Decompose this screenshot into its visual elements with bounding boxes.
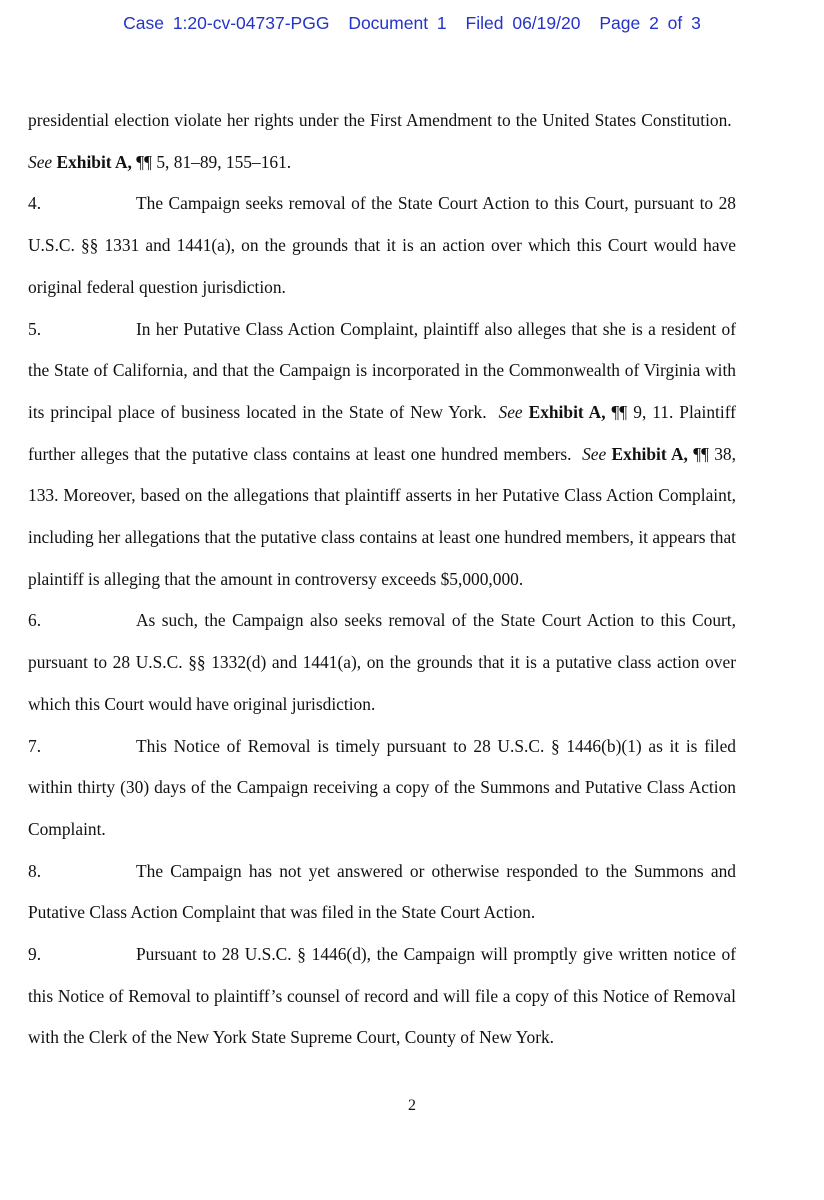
- document-number: Document 1: [348, 13, 447, 33]
- paragraph-8: 8. The Campaign has not yet answered or otherwise responded to the Summons and Putative Class Action Complaint that was filed in the State Court Action.: [28, 851, 736, 934]
- paragraph-continuation: presidential election violate her rights under the First Amendment to the United States Constitution. See Exhibit A, ¶¶ 5, 81–89, 155–161.: [28, 110, 732, 172]
- paragraph-number: 6.: [28, 610, 42, 631]
- page-indicator: Page 2 of 3: [599, 13, 701, 33]
- paragraph-number: 8.: [28, 860, 42, 881]
- case-number: Case 1:20-cv-04737-PGG: [123, 13, 330, 33]
- paragraph-9: 9. Pursuant to 28 U.S.C. § 1446(d), the Campaign will promptly give written notice of this Notice of Removal to plaintiff’s counsel of record and will file a copy of this Notice of Removal with the Clerk of the New York State Supreme Court, County of New York.: [28, 934, 736, 1059]
- paragraph-number: 9.: [28, 944, 42, 965]
- ecf-header: [0, 13, 824, 34]
- paragraph-number: 7.: [28, 735, 42, 756]
- paragraph-6: 6. As such, the Campaign also seeks removal of the State Court Action to this Court, pursuant to 28 U.S.C. §§ 1332(d) and 1441(a), on the grounds that it is a putative class action over which this Court would have original jurisdiction.: [28, 600, 736, 725]
- paragraph-4: 4. The Campaign seeks removal of the State Court Action to this Court, pursuant to 28 U.S.C. §§ 1331 and 1441(a), on the grounds that it is an action over which this Court would have original federal question jurisdiction.: [28, 183, 736, 308]
- paragraph-number: 4.: [28, 193, 42, 214]
- paragraph-5: 5. In her Putative Class Action Complaint, plaintiff also alleges that she is a resident of the State of California, and that the Campaign is incorporated in the Commonwealth of Virginia with its principal place of business located in the State of New York. See Exhibit A, ¶¶ 9, 11. Plaintiff further alleges that the putative class contains at least one hundred members. See Exhibit A, ¶¶ 38, 133. Moreover, based on the allegations that plaintiff asserts in her Putative Class Action Complaint, including her allegations that the putative class contains at least one hundred members, it appears that plaintiff is alleging that the amount in controversy exceeds $5,000,000.: [28, 309, 736, 601]
- filed-date: Filed 06/19/20: [465, 13, 581, 33]
- paragraph-number: 5.: [28, 318, 42, 339]
- document-body: [28, 100, 736, 1059]
- paragraph-7: 7. This Notice of Removal is timely pursuant to 28 U.S.C. § 1446(b)(1) as it is filed within thirty (30) days of the Campaign receiving a copy of the Summons and Putative Class Action Complaint.: [28, 726, 736, 851]
- page-number: 2: [408, 1097, 416, 1114]
